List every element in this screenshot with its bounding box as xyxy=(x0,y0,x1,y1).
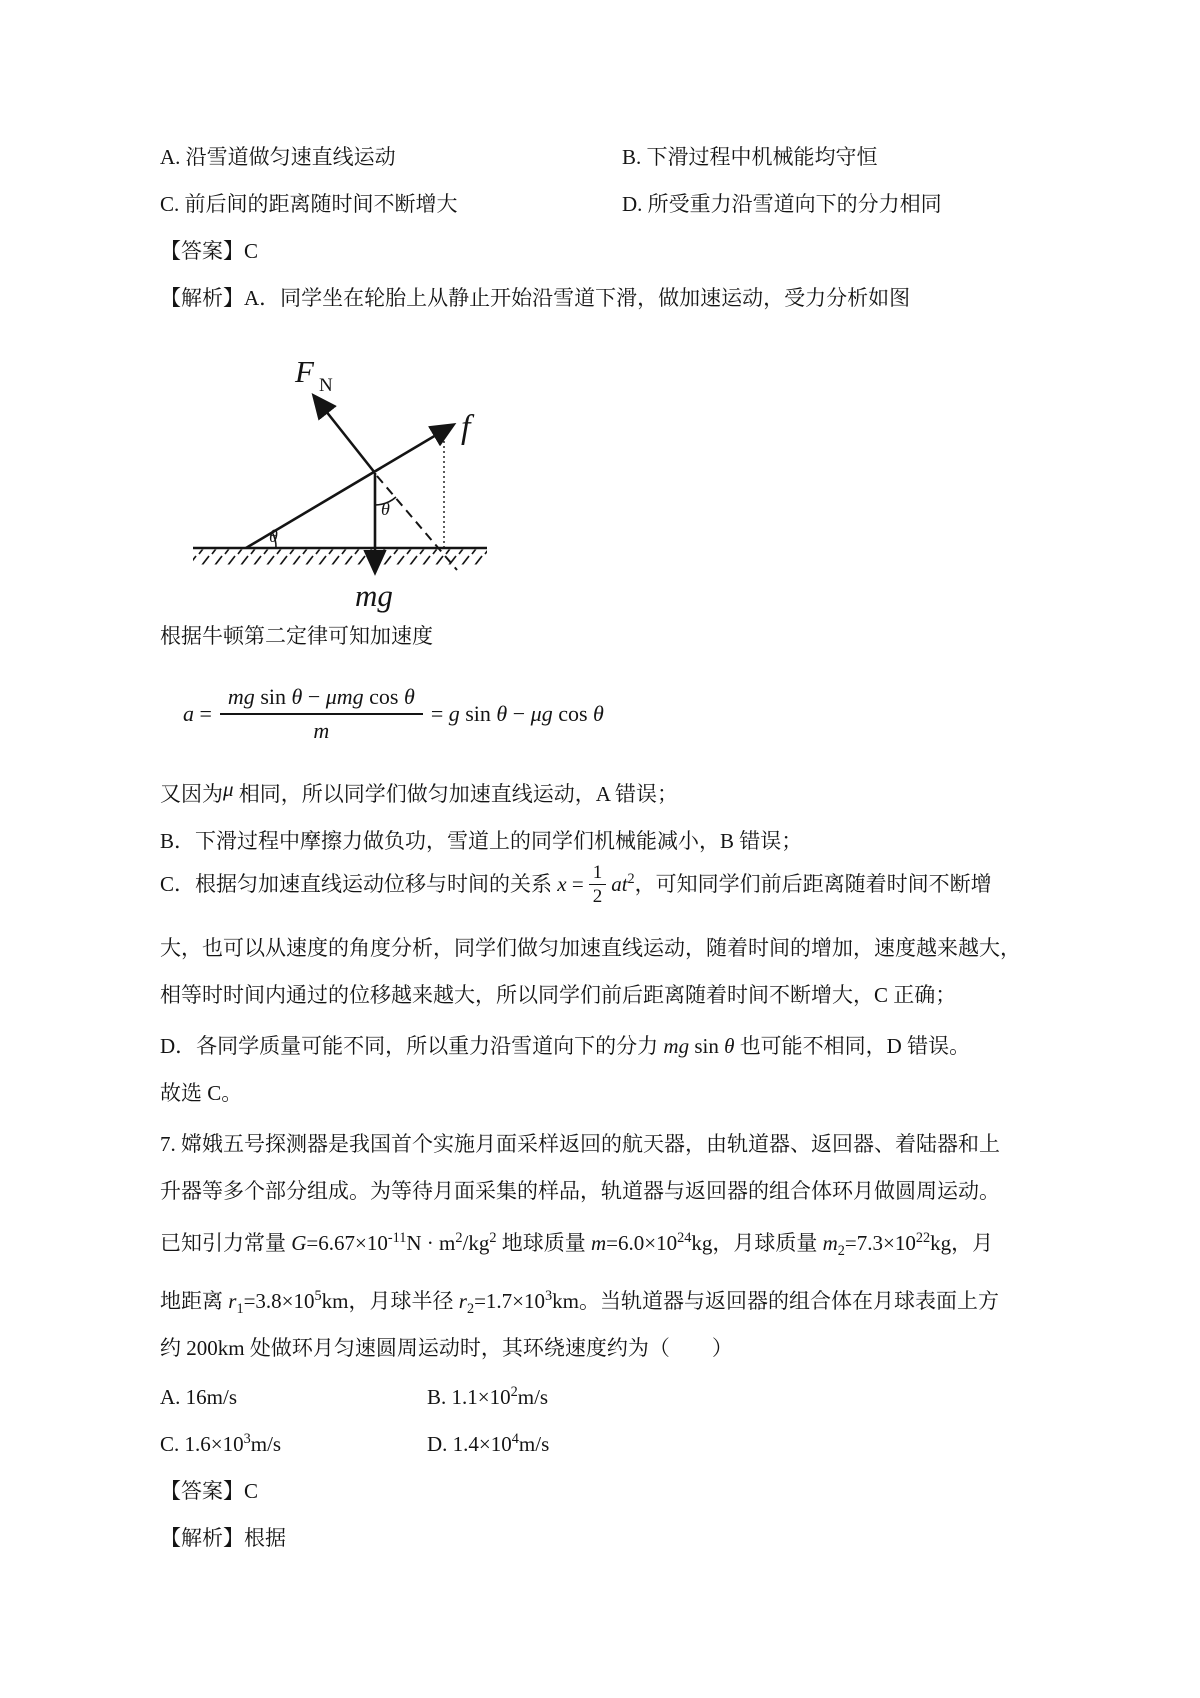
q7-options-row-2 xyxy=(160,1433,1040,1456)
q7-answer-line: 【答案】C xyxy=(160,1479,259,1503)
c-line-frac-numerator: 1 xyxy=(589,863,607,885)
q7-stem-line-5: 约 200km 处做环月匀速圆周运动时，其环绕速度约为（ ） xyxy=(160,1336,733,1360)
q6-analysis-d-line: D．各同学质量可能不同，所以重力沿雪道向下的分力 mg sin θ 也可能不相同，D 错误。 xyxy=(160,1034,971,1058)
q6-conclusion-line: 故选 C。 xyxy=(160,1081,243,1105)
formula-denominator: m xyxy=(313,718,330,743)
q6-analysis-mu-line: 又因为μ 相同，所以同学们做匀加速直线运动，A 错误； xyxy=(160,777,679,806)
q7-option-b: B. $1.1\times 10^2m/s$ xyxy=(427,1384,549,1409)
q7-option-a: A. 16m/s xyxy=(160,1385,238,1409)
newton-law-line: 根据牛顿第二定律可知加速度 xyxy=(160,624,433,648)
normal-force-label: F xyxy=(295,354,314,389)
c-line-post: ，可知同学们前后距离随着时间不断增 xyxy=(634,871,992,896)
q6-analysis-c-line xyxy=(160,858,1040,910)
q6-option-a: A. 沿雪道做匀速直线运动 xyxy=(160,145,396,169)
q7-stem-line-2: 升器等多个部分组成。为等待月面采集的样品，轨道器与返回器的组合体环月做圆周运动。 xyxy=(160,1179,1000,1203)
q6-option-d: D. 所受重力沿雪道向下的分力相同 xyxy=(622,192,942,216)
q7-stem-line-4: 地距离 $r_1=3.8\times 10^5km$，月球半径 $r_2=1.7\times 10^3km$。当轨道器与返回器的组合体在月球表面上方 xyxy=(160,1288,999,1318)
c-line-pre: C．根据匀加速直线运动位移与时间的关系 x = xyxy=(160,871,584,896)
formula-rhs: = g sin θ − μg cos θ xyxy=(430,701,604,726)
q7-stem-line-1: 7. 嫦娥五号探测器是我国首个实施月面采样返回的航天器，由轨道器、返回器、着陆器和上 xyxy=(160,1132,1000,1156)
force-diagram xyxy=(185,330,1040,620)
q6-analysis-b-line: B．下滑过程中摩擦力做负功，雪道上的同学们机械能减小，B 错误； xyxy=(160,829,803,853)
q6-analysis-intro: 【解析】A．同学坐在轮胎上从静止开始沿雪道下滑，做加速运动，受力分析如图 xyxy=(160,286,911,310)
gravity-label: mg xyxy=(355,578,393,613)
c-line-frac-denominator: 2 xyxy=(592,885,603,907)
formula-lhs: a = xyxy=(183,701,212,726)
component-angle-label: θ xyxy=(381,499,390,519)
q6-option-b: B. 下滑过程中机械能均守恒 xyxy=(622,145,878,169)
normal-force-subscript: N xyxy=(319,375,333,396)
q7-option-d: D. $1.4\times 10^4m/s$ xyxy=(427,1431,550,1456)
formula-numerator: mg sin θ − μmg cos θ xyxy=(220,685,423,715)
q7-stem-line-3: 已知引力常量 $G=6.67\times 10^{-11}N \cdot m^2/kg^2$ 地球质量 $m=6.0\times 10^{24}kg$，月球质量 $m_2=7.3\times 10^{22}kg$，月 xyxy=(160,1230,994,1260)
q6-options-row-2 xyxy=(160,193,1040,216)
q6-analysis-c-line-2: 大，也可以从速度的角度分析，同学们做匀加速直线运动，随着时间的增加，速度越来越大， xyxy=(160,936,1021,960)
q7-analysis-intro: 【解析】根据 xyxy=(160,1526,286,1550)
q6-option-c: C. 前后间的距离随时间不断增大 xyxy=(160,192,458,216)
normal-force-arrow xyxy=(314,396,375,473)
q7-option-c: C. $1.6\times 10^3m/s$ xyxy=(160,1431,282,1456)
c-line-mid: $at^2$ xyxy=(611,870,635,896)
q7-options-row-1 xyxy=(160,1386,1040,1409)
acceleration-formula xyxy=(183,676,1040,752)
ground-hatching xyxy=(193,550,487,565)
c-line-fraction xyxy=(589,863,607,906)
q6-analysis-c-line-3: 相等时时间内通过的位移越来越大，所以同学们前后距离随着时间不断增大，C 正确； xyxy=(160,983,957,1007)
incline-angle-label: θ xyxy=(269,526,278,546)
q6-answer-line: 【答案】C xyxy=(160,239,259,263)
formula-fraction xyxy=(220,685,423,743)
friction-label: f xyxy=(461,409,471,446)
q6-options-row-1 xyxy=(160,146,1040,169)
